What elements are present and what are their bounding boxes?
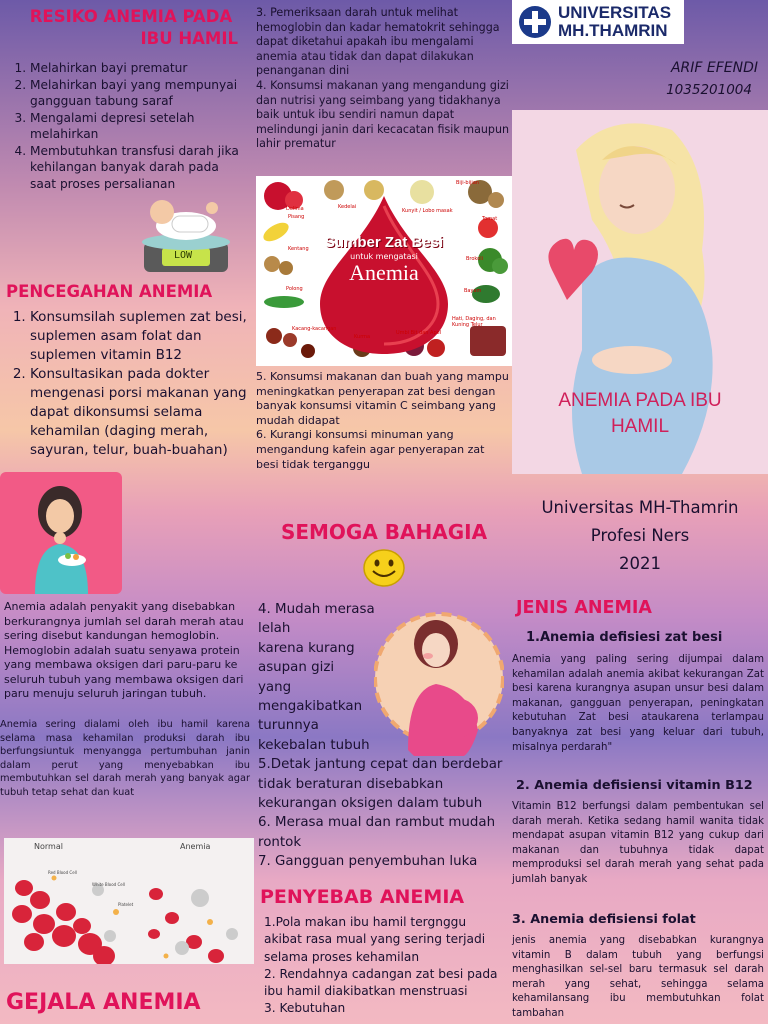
food-label: Kunyit / Lobo masak — [402, 208, 453, 214]
food-label: Pisang — [288, 214, 305, 220]
risk-heading-line2: IBU HAMIL — [140, 29, 238, 48]
food-label: Kentang — [288, 246, 309, 252]
author-name: ARIF EFENDI — [670, 60, 758, 76]
university-logo — [512, 0, 684, 44]
food-label: Bayam — [464, 288, 482, 294]
causes-heading: PENYEBAB ANEMIA — [260, 886, 465, 908]
prevention-item: 1. Konsumsilah suplemen zat besi, suplemen asam folat dan suplemen vitamin B12 — [30, 308, 248, 365]
symptoms-heading: GEJALA ANEMIA — [6, 990, 201, 1015]
anemia-pregnancy-explanation: Anemia sering dialami oleh ibu hamil karena selama masa kehamilan produksi darah ibu berfungsiuntuk menyangga pertumbuhan janin dalam perut yang menyebabkan ibu membutuhkan sel darah merah yang banyak agar tubuh tetap sehat dan kuat — [0, 719, 250, 798]
food-label: Umbi Bit dan Apel — [396, 330, 442, 336]
semoga-bahagia-text: SEMOGA BAHAGIA — [280, 520, 488, 544]
food-label: Tomat — [482, 216, 498, 222]
food-label: Kacang-kacangan — [292, 326, 337, 332]
smiley-icon — [362, 548, 406, 588]
risk-heading-line1: RESIKO ANEMIA PADA — [29, 7, 233, 26]
risk-item: 1. Melahirkan bayi prematur — [30, 60, 248, 77]
types-heading: JENIS ANEMIA — [516, 598, 652, 618]
iron-sources-word: Anemia — [349, 260, 419, 285]
prevention-continued-bottom: 5. Konsumsi makanan dan buah yang mampu meningkatkan penyerapan zat besi dengan banyak konsumsi vitamin C seimbang yang mudah didapat 6. Kurangi konsumsi minuman yang mengandung kafein agar penyerapan zat besi tidak terganggu — [256, 370, 509, 471]
food-label: Kurma — [354, 334, 371, 340]
iron-sources-title: Sumber Zat Besi — [324, 234, 444, 251]
food-label: Polong — [286, 286, 303, 292]
prevention-item: 2. Konsultasikan pada dokter mengenasi porsi makanan yang dapat dikonsumsi selama kehamilan (daging merah, sayuran, telur, buah-buahan) — [30, 365, 248, 460]
sick-pregnant-woman-illustration — [374, 600, 504, 756]
type2-text: Vitamin B12 berfungsi dalam pembentukan sel darah merah. Ketika sedang hamil wanita tidak mendapat asupan vitamin B12 yang cukup dari makanan dan tubuhnya tidak dapat memproduksi sel darah merah yang sehat pada jumlah banyak — [512, 801, 764, 885]
risk-item: 2. Melahirkan bayi yang mempunyai gangguan tabung saraf — [30, 77, 248, 110]
author-id: 1035201004 — [666, 82, 752, 98]
prevention-continued-top: 3. Pemeriksaan darah untuk melihat hemoglobin dan kadar hematokrit sehingga dapat diketahui apakah ibu mengalami anemia atau tidak dan dapat dilakukan penanganan dini 4. Konsumsi makanan yang mengandung gizi dan nutrisi yang seimbang yang tidakhanya baik untuk ibu sendiri namun dapat melindungi janin dari kecacatan fisik maupun lahir prematur — [256, 6, 510, 151]
type1-title: 1.Anemia defisiesi zat besi — [526, 630, 723, 645]
risk-item: 4. Membutuhkan transfusi darah jika kehilangan banyak darah pada saat proses persalianan — [30, 143, 248, 193]
scale-display-text: LOW — [174, 250, 193, 261]
iron-sources-subtitle: untuk mengatasi — [350, 252, 418, 261]
type2-title: 2. Anemia defisiensi vitamin B12 — [516, 778, 753, 793]
causes-list: 1.Pola makan ibu hamil tergnggu akibat rasa mual yang sering terjadi selama proses kehamilan 2. Rendahnya cadangan zat besi pada ibu hamil diakibatkan menstruasi 3. Kebutuhan — [264, 915, 498, 1016]
logo-line2: MH.THAMRIN — [558, 21, 668, 40]
cover-year: 2021 — [619, 554, 661, 573]
type3-text: jenis anemia yang disebabkan kurangnya vitamin B dalam tubuh yang berfungsi menghasilkan sel-sel baru termasuk sel darah merah yang sehat, sehingga selama kehamilansang ibu membutuhkan folat tambahan — [512, 935, 764, 1019]
platelet-label: Platelet — [118, 902, 134, 907]
anemia-label: Anemia — [180, 842, 211, 851]
type1-text: Anemia yang paling sering dijumpai dalam kehamilan adalah anemia akibat kekurangan Zat besi karena kurangnya asupan unsur besi dalam makanan, gangguan penyerapan, peningkatan kebutuhan Zat besi ataukarena terlampau banyaknya zat besi yang keluar dari tubuh, misalnya perdarah" — [512, 654, 764, 753]
food-label: Kedelai — [338, 204, 357, 210]
iron-sources-image — [256, 176, 512, 366]
baby-scale-illustration — [140, 186, 232, 274]
food-label: Biji-bijian — [456, 180, 479, 186]
cover-program: Profesi Ners — [590, 526, 690, 545]
food-label: Hati, Daging, dan Kuning Telur — [452, 316, 496, 328]
pregnant-woman-illustration — [512, 110, 768, 474]
risk-list — [8, 60, 248, 192]
rbc-label: Red Blood Cell — [48, 870, 77, 875]
food-label: Brokoli — [466, 256, 483, 262]
risk-heading — [0, 6, 252, 50]
logo-line1: UNIVERSITAS — [558, 3, 672, 22]
symptoms-list: 4. Mudah merasa lelah karena kurang asupan gizi yang mengakibatkan turunnya kekebalan tubuh 5.Detak jantung cepat dan berdebar tidak beraturan disebabkan kekurangan oksigen dalam tubuh 6. Merasa mual dan rambut mudah rontok 7. Gangguan penyembuhan luka — [258, 602, 503, 870]
blood-cell-comparison-diagram — [4, 838, 254, 964]
risk-item: 3. Mengalami depresi setelah melahirkan — [30, 110, 248, 143]
cover-university: Universitas MH-Thamrin — [541, 498, 739, 517]
logo-cross-icon — [518, 5, 552, 39]
prevention-list — [8, 308, 248, 460]
wbc-label: White Blood Cell — [92, 882, 125, 887]
anemia-definition: Anemia adalah penyakit yang disebabkan berkurangnya jumlah sel darah merah atau sering disebut kandungan hemoglobin. Hemoglobin adalah suatu senyawa protein yang membawa oksigen dari paru-paru ke seluruh tubuh yang membawa oksigen dari paru menuju seluruh jaringan tubuh. — [4, 600, 244, 700]
type3-title: 3. Anemia defisiensi folat — [512, 912, 696, 927]
food-label: Delima — [286, 206, 304, 212]
normal-label: Normal — [34, 842, 63, 851]
prevention-heading: PENCEGAHAN ANEMIA — [6, 282, 213, 301]
woman-eating-illustration — [0, 472, 122, 594]
cover-title: ANEMIA PADA IBU HAMIL — [558, 390, 722, 437]
